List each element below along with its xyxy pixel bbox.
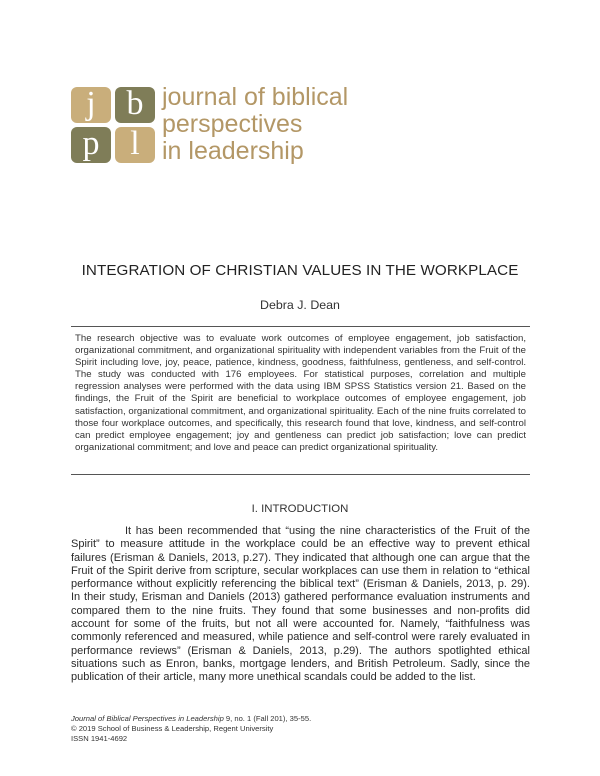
article-title: INTEGRATION OF CHRISTIAN VALUES IN THE WORKPLACE: [81, 262, 519, 279]
logo-letter-j: j: [86, 85, 96, 122]
footer-journal-name: Journal of Biblical Perspectives in Leadership: [71, 714, 224, 723]
intro-paragraph: It has been recommended that “using the nine characteristics of the Fruit of the Spirit” to measure attitude in the workplace could be an effective way to prevent ethical failures (Erisman & Daniels, 2013, p.27). They indicated that although one can argue that the Fruit of the Spirit derive from scripture, secular workplaces can use them in relation to “ethical performance without explicitly referencing the biblical text” (Erisman & Daniels, 2013, p. 29). In their study, Erisman and Daniels (2013) gathered performance evaluation instruments and compared them to the nine fruits. They found that some businesses and non-profits did account for some of the fruits, but not all were accounted for. Namely, “faithfulness was commonly referenced and measured, while patience and self-control were rarely evaluated in performance reviews” (Erisman & Daniels, 2013, p.29). The authors spotlighted ethical situations such as Enron, banks, mortgage lenders, and British Petroleum. Sadly, since the publication of their article, many more unethical scandals could be added to the list.: [71, 525, 530, 684]
page-footer: [71, 714, 530, 743]
logo-letter-b: b: [126, 85, 144, 122]
logo-text-line-1: journal of biblical: [162, 83, 349, 111]
logo-tile-j: [71, 87, 111, 123]
logo-text-line-2: perspectives: [162, 110, 303, 138]
journal-logo-text: [162, 84, 348, 165]
section-heading: I. INTRODUCTION: [251, 503, 349, 515]
body-text: [71, 525, 530, 685]
footer-citation: 9, no. 1 (Fall 201), 35-55.: [223, 714, 312, 723]
footer-issn: ISSN 1941-4692: [71, 733, 128, 743]
logo-text-line-3: in leadership: [162, 137, 304, 165]
footer-citation-line: [71, 714, 530, 724]
journal-logo-mark: [71, 87, 155, 163]
abstract-top-rule: [71, 326, 530, 327]
logo-tile-b: [115, 87, 155, 123]
abstract: The research objective was to evaluate work outcomes of employee engagement, job satisfaction, organizational commitment, and organizational spirituality with independent variables from the Fruit of the Spirit including love, joy, peace, patience, kindness, goodness, faithfulness, gentleness, and self-control. The study was conducted with 176 employees. For statistical purposes, correlation and multiple regression analyses were performed with the data using IBM SPSS Statistics version 21. Based on the findings, the Fruit of the Spirit are beneficial to workplace outcomes of employee engagement, job satisfaction, organizational commitment, and organizational spirituality. Each of the nine fruits correlated to those four workplace outcomes, and specifically, this research found that love, kindness, and self-control can predict employee engagement; joy and gentleness can predict job satisfaction; love can predict organizational commitment; and love and peace can predict organizational spirituality.: [75, 333, 526, 453]
logo-tile-p: [71, 127, 111, 163]
logo-tile-l: [115, 127, 155, 163]
article-author: Debra J. Dean: [260, 298, 340, 312]
logo-letter-p: p: [82, 125, 100, 162]
logo-letter-l: l: [130, 125, 140, 162]
abstract-bottom-rule: [71, 474, 530, 475]
footer-copyright: © 2019 School of Business & Leadership, Regent University: [71, 723, 274, 733]
